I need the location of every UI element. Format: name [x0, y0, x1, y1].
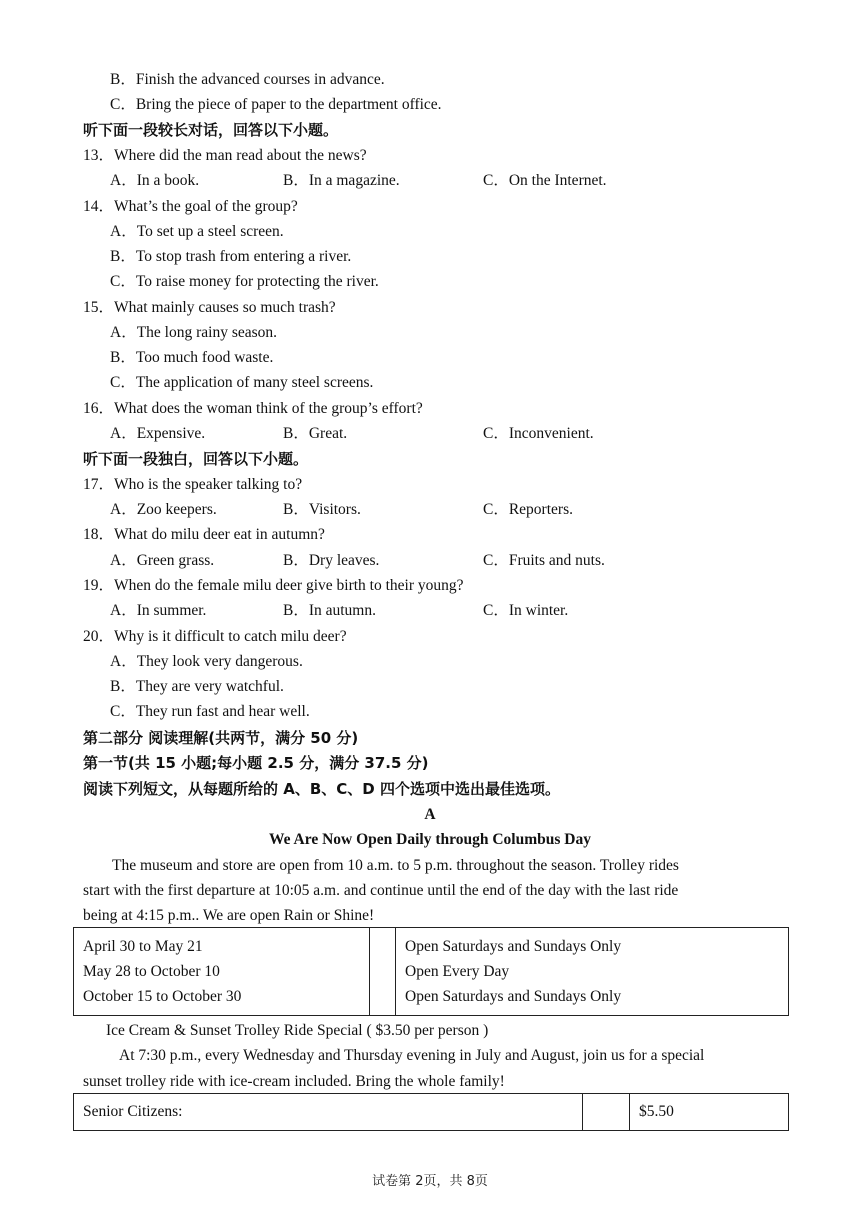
q14-option-c: C．To raise money for protecting the river. — [110, 273, 379, 290]
q13-stem: 13．Where did the man read about the news? — [83, 147, 367, 164]
q18-stem: 18．What do milu deer eat in autumn? — [83, 526, 325, 543]
q17-option-a: A．Zoo keepers. — [110, 501, 217, 518]
q17-option-b: B．Visitors. — [283, 501, 361, 518]
q17-option-c: C．Reporters. — [483, 501, 573, 518]
q19-option-a: A．In summer. — [110, 602, 207, 619]
price-spacer-cell — [583, 1094, 630, 1131]
passage-para1-line3: being at 4:15 p.m.. We are open Rain or Shine! — [83, 907, 375, 924]
special-para-line2: sunset trolley ride with ice-cream included. Bring the whole family! — [83, 1073, 505, 1090]
passage-letter: A — [424, 806, 436, 823]
q20-option-b: B．They are very watchful. — [110, 678, 284, 695]
q20-stem: 20．Why is it difficult to catch milu deer? — [83, 628, 347, 645]
schedule-table — [73, 927, 789, 1016]
schedule-status-2: Open Every Day — [405, 963, 510, 980]
monologue-instruction: 听下面一段独白，回答以下小题。 — [83, 450, 309, 468]
q19-stem: 19．When do the female milu deer give birth to their young? — [83, 577, 464, 594]
part2-heading: 第二部分 阅读理解(共两节，满分 50 分) — [83, 729, 359, 747]
price-label: Senior Citizens: — [83, 1103, 183, 1120]
q17-stem: 17．Who is the speaker talking to? — [83, 476, 303, 493]
price-value: $5.50 — [639, 1103, 674, 1120]
q15-option-c: C．The application of many steel screens. — [110, 374, 374, 391]
q14-option-b: B．To stop trash from entering a river. — [110, 248, 352, 265]
q19-option-c: C．In winter. — [483, 602, 569, 619]
schedule-date-3: October 15 to October 30 — [83, 988, 242, 1005]
long-dialogue-instruction: 听下面一段较长对话，回答以下小题。 — [83, 121, 339, 139]
section1-heading: 第一节(共 15 小题;每小题 2.5 分，满分 37.5 分) — [83, 754, 429, 772]
schedule-date-1: April 30 to May 21 — [83, 938, 203, 955]
q13-option-b: B．In a magazine. — [283, 172, 400, 189]
q19-option-b: B．In autumn. — [283, 602, 376, 619]
schedule-dates-cell — [74, 928, 370, 1016]
schedule-spacer-cell — [370, 928, 396, 1016]
schedule-status-3: Open Saturdays and Sundays Only — [405, 988, 622, 1005]
schedule-date-2: May 28 to October 10 — [83, 963, 220, 980]
q16-option-a: A．Expensive. — [110, 425, 206, 442]
q12-option-b: B．Finish the advanced courses in advance. — [110, 71, 385, 88]
q18-option-c: C．Fruits and nuts. — [483, 552, 605, 569]
q15-option-a: A．The long rainy season. — [110, 324, 278, 341]
q12-option-c: C．Bring the piece of paper to the department office. — [110, 96, 442, 113]
q15-stem: 15．What mainly causes so much trash? — [83, 299, 336, 316]
q13-option-c: C．On the Internet. — [483, 172, 607, 189]
special-para-line1: At 7:30 p.m., every Wednesday and Thursday evening in July and August, join us for a special — [119, 1047, 705, 1064]
q13-option-a: A．In a book. — [110, 172, 200, 189]
reading-instruction: 阅读下列短文，从每题所给的 A、B、C、D 四个选项中选出最佳选项。 — [83, 780, 560, 798]
schedule-status-cell — [396, 928, 789, 1016]
q20-option-a: A．They look very dangerous. — [110, 653, 303, 670]
passage-para1-line2: start with the first departure at 10:05 a.m. and continue until the end of the day with the last ride — [83, 882, 679, 899]
price-label-cell — [74, 1094, 583, 1131]
q20-option-c: C．They run fast and hear well. — [110, 703, 310, 720]
q16-stem: 16．What does the woman think of the group’s effort? — [83, 400, 423, 417]
passage-para1-line1: The museum and store are open from 10 a.m. to 5 p.m. throughout the season. Trolley rides — [112, 857, 679, 874]
q16-option-b: B．Great. — [283, 425, 348, 442]
price-table — [73, 1093, 789, 1131]
special-title: Ice Cream & Sunset Trolley Ride Special ( $3.50 per person ) — [106, 1022, 489, 1039]
passage-title: We Are Now Open Daily through Columbus Day — [269, 831, 591, 848]
page-footer: 试卷第 2页，共 8页 — [372, 1174, 488, 1189]
q14-stem: 14．What’s the goal of the group? — [83, 198, 298, 215]
q18-option-b: B．Dry leaves. — [283, 552, 380, 569]
price-value-cell — [630, 1094, 789, 1131]
q16-option-c: C．Inconvenient. — [483, 425, 594, 442]
schedule-status-1: Open Saturdays and Sundays Only — [405, 938, 622, 955]
q15-option-b: B．Too much food waste. — [110, 349, 274, 366]
q14-option-a: A．To set up a steel screen. — [110, 223, 284, 240]
q18-option-a: A．Green grass. — [110, 552, 215, 569]
